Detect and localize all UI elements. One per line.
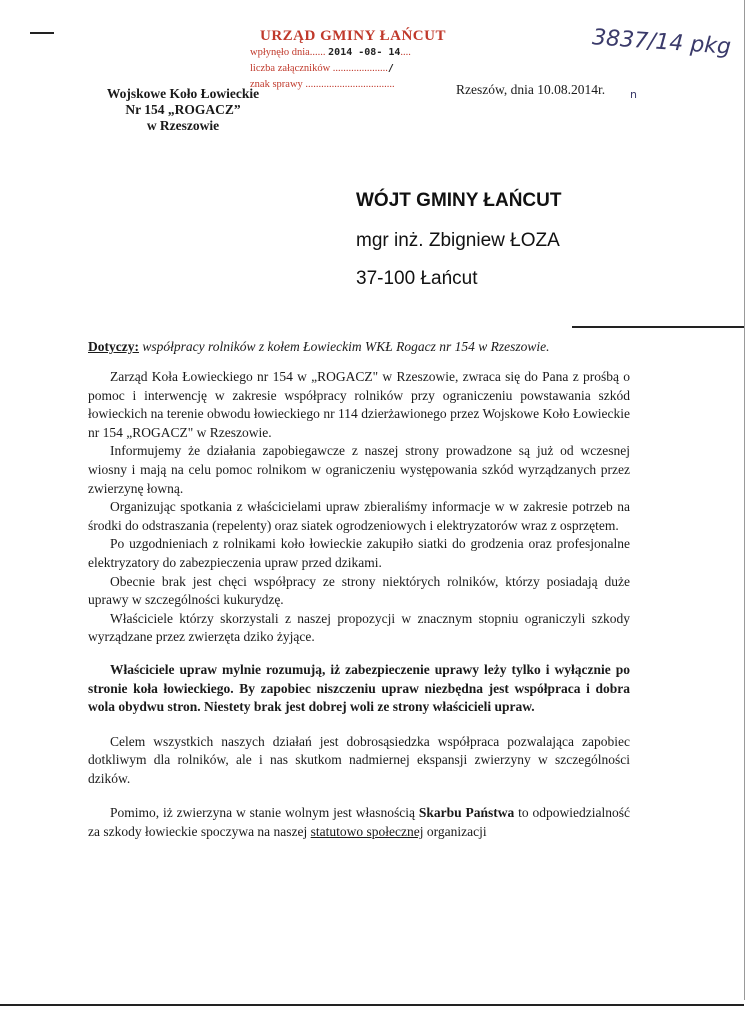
paragraph-2: Informujemy że działania zapobiegawcze z naszej strony prowadzone są już od wczesnej wiosny i mają na celu pomoc rolnikom w ograniczeniu występowania szkód wyrządzanych przez zwierzynę łowną. (88, 443, 630, 496)
paragraph-8: Celem wszystkich naszych działań jest dobrosąsiedzka współpraca pozwalająca zapobiec dotkliwym dla rolników, ale i nas skutkom nadmiernej ekspansji zwierzyny w szczególności dzików. (88, 733, 630, 786)
recipient-name: mgr inż. Zbigniew ŁOZA (356, 230, 560, 251)
stamp-attachments-label: liczba załączników (250, 63, 331, 74)
scan-bottom-line (0, 1004, 744, 1006)
stamp-received-value: 2014 -08- 14 (328, 47, 401, 58)
paragraph-7-bold: Właściciele upraw mylnie rozumują, iż zabezpieczenie uprawy leży tylko i wyłącznie po stronie koła łowieckiego. By zapobiec niszczeniu upraw niezbędna jest współpraca i dobra wola obydwu stron. Niestety brak jest dobrej woli ze strony właścicieli upraw. (88, 661, 630, 715)
paragraph-9 (88, 804, 630, 841)
stamp-case-label: znak sprawy (250, 79, 303, 90)
subject-line (88, 339, 549, 355)
handwritten-reference: 3837/14 pkg (591, 25, 732, 60)
paragraph-9-statutowo: statutowo społecznej (310, 824, 424, 840)
scan-edge-mark (30, 32, 54, 34)
scan-divider-line (572, 326, 744, 328)
stamp-title: URZĄD GMINY ŁAŃCUT (260, 28, 446, 44)
paragraph-9-part-a: Pomimo, iż zwierzyna w stanie wolnym jest własnością (110, 805, 415, 821)
stamp-received-row: wpłynęło dnia...... 2014 -08- 14.... (250, 47, 411, 58)
paragraph-9-part-e: organizacji (426, 824, 487, 840)
subject-label: Dotyczy: (88, 339, 139, 354)
stamp-case-row: znak sprawy .................................. (250, 79, 395, 90)
sender-line-3: w Rzeszowie (146, 118, 220, 133)
paragraph-6: Właściciele którzy skorzystali z naszej propozycji w znacznym stopniu ograniczyli szkody wyrządzane przez zwierzęta dziko żyjące. (88, 610, 630, 645)
paragraph-9-part-c: to odpowiedzialność za szkody łowieckie spoczywa na naszej (88, 805, 631, 840)
paragraph-9-skarb-panstwa: Skarbu Państwa (418, 805, 515, 821)
paragraph-1: Zarząd Koła Łowieckiego nr 154 w „ROGACZ" w Rzeszowie, zwraca się do Pana z prośbą o pomoc i interwencję w zakresie współpracy rolników przy ograniczeniu powstawania szkód łowieckich na terenie obwodu łowieckiego nr 114 dzierżawionego przez Wojskowe Koło Łowieckie nr 154 „ROGACZ" w Rzeszowie. (88, 369, 630, 440)
paragraph-3: Organizując spotkania z właścicielami upraw zbieraliśmy informacje w w zakresie potrzeb na środki do odstraszania (repelenty) oraz siatek ogrodzeniowych i elektryzatorów wraz z osprzętem. (88, 499, 630, 533)
paragraph-4: Po uzgodnieniach z rolnikami koło łowieckie zakupiło siatki do grodzenia oraz profesjonalne elektryzatory do zabezpieczenia upraw przed dzikami. (88, 536, 630, 570)
sender-line-1: Wojskowe Koło Łowieckie (106, 86, 260, 101)
paragraph-5: Obecnie brak jest chęci współpracy ze strony niektórych rolników, którzy posiadają duże uprawy w szczególności kukurydzę. (88, 573, 630, 608)
received-stamp (250, 28, 450, 93)
sender-block (88, 86, 278, 134)
place-date: Rzeszów, dnia 10.08.2014r. (456, 82, 606, 97)
subject-text: współpracy rolników z kołem Łowieckim WKŁ Rogacz nr 154 w Rzeszowie. (142, 339, 550, 354)
handwritten-mark: ո (630, 88, 637, 101)
recipient-title: WÓJT GMINY ŁAŃCUT (356, 190, 562, 211)
sender-line-2: Nr 154 „ROGACZ” (125, 102, 241, 117)
scan-margin-line (744, 0, 745, 1000)
letter-body (88, 368, 630, 842)
stamp-attachments-value: / (387, 63, 394, 74)
recipient-city: 37-100 Łańcut (356, 268, 478, 289)
stamp-attachments-row: liczba załączników ...................../ (250, 63, 394, 74)
stamp-received-label: wpłynęło dnia (250, 47, 310, 58)
